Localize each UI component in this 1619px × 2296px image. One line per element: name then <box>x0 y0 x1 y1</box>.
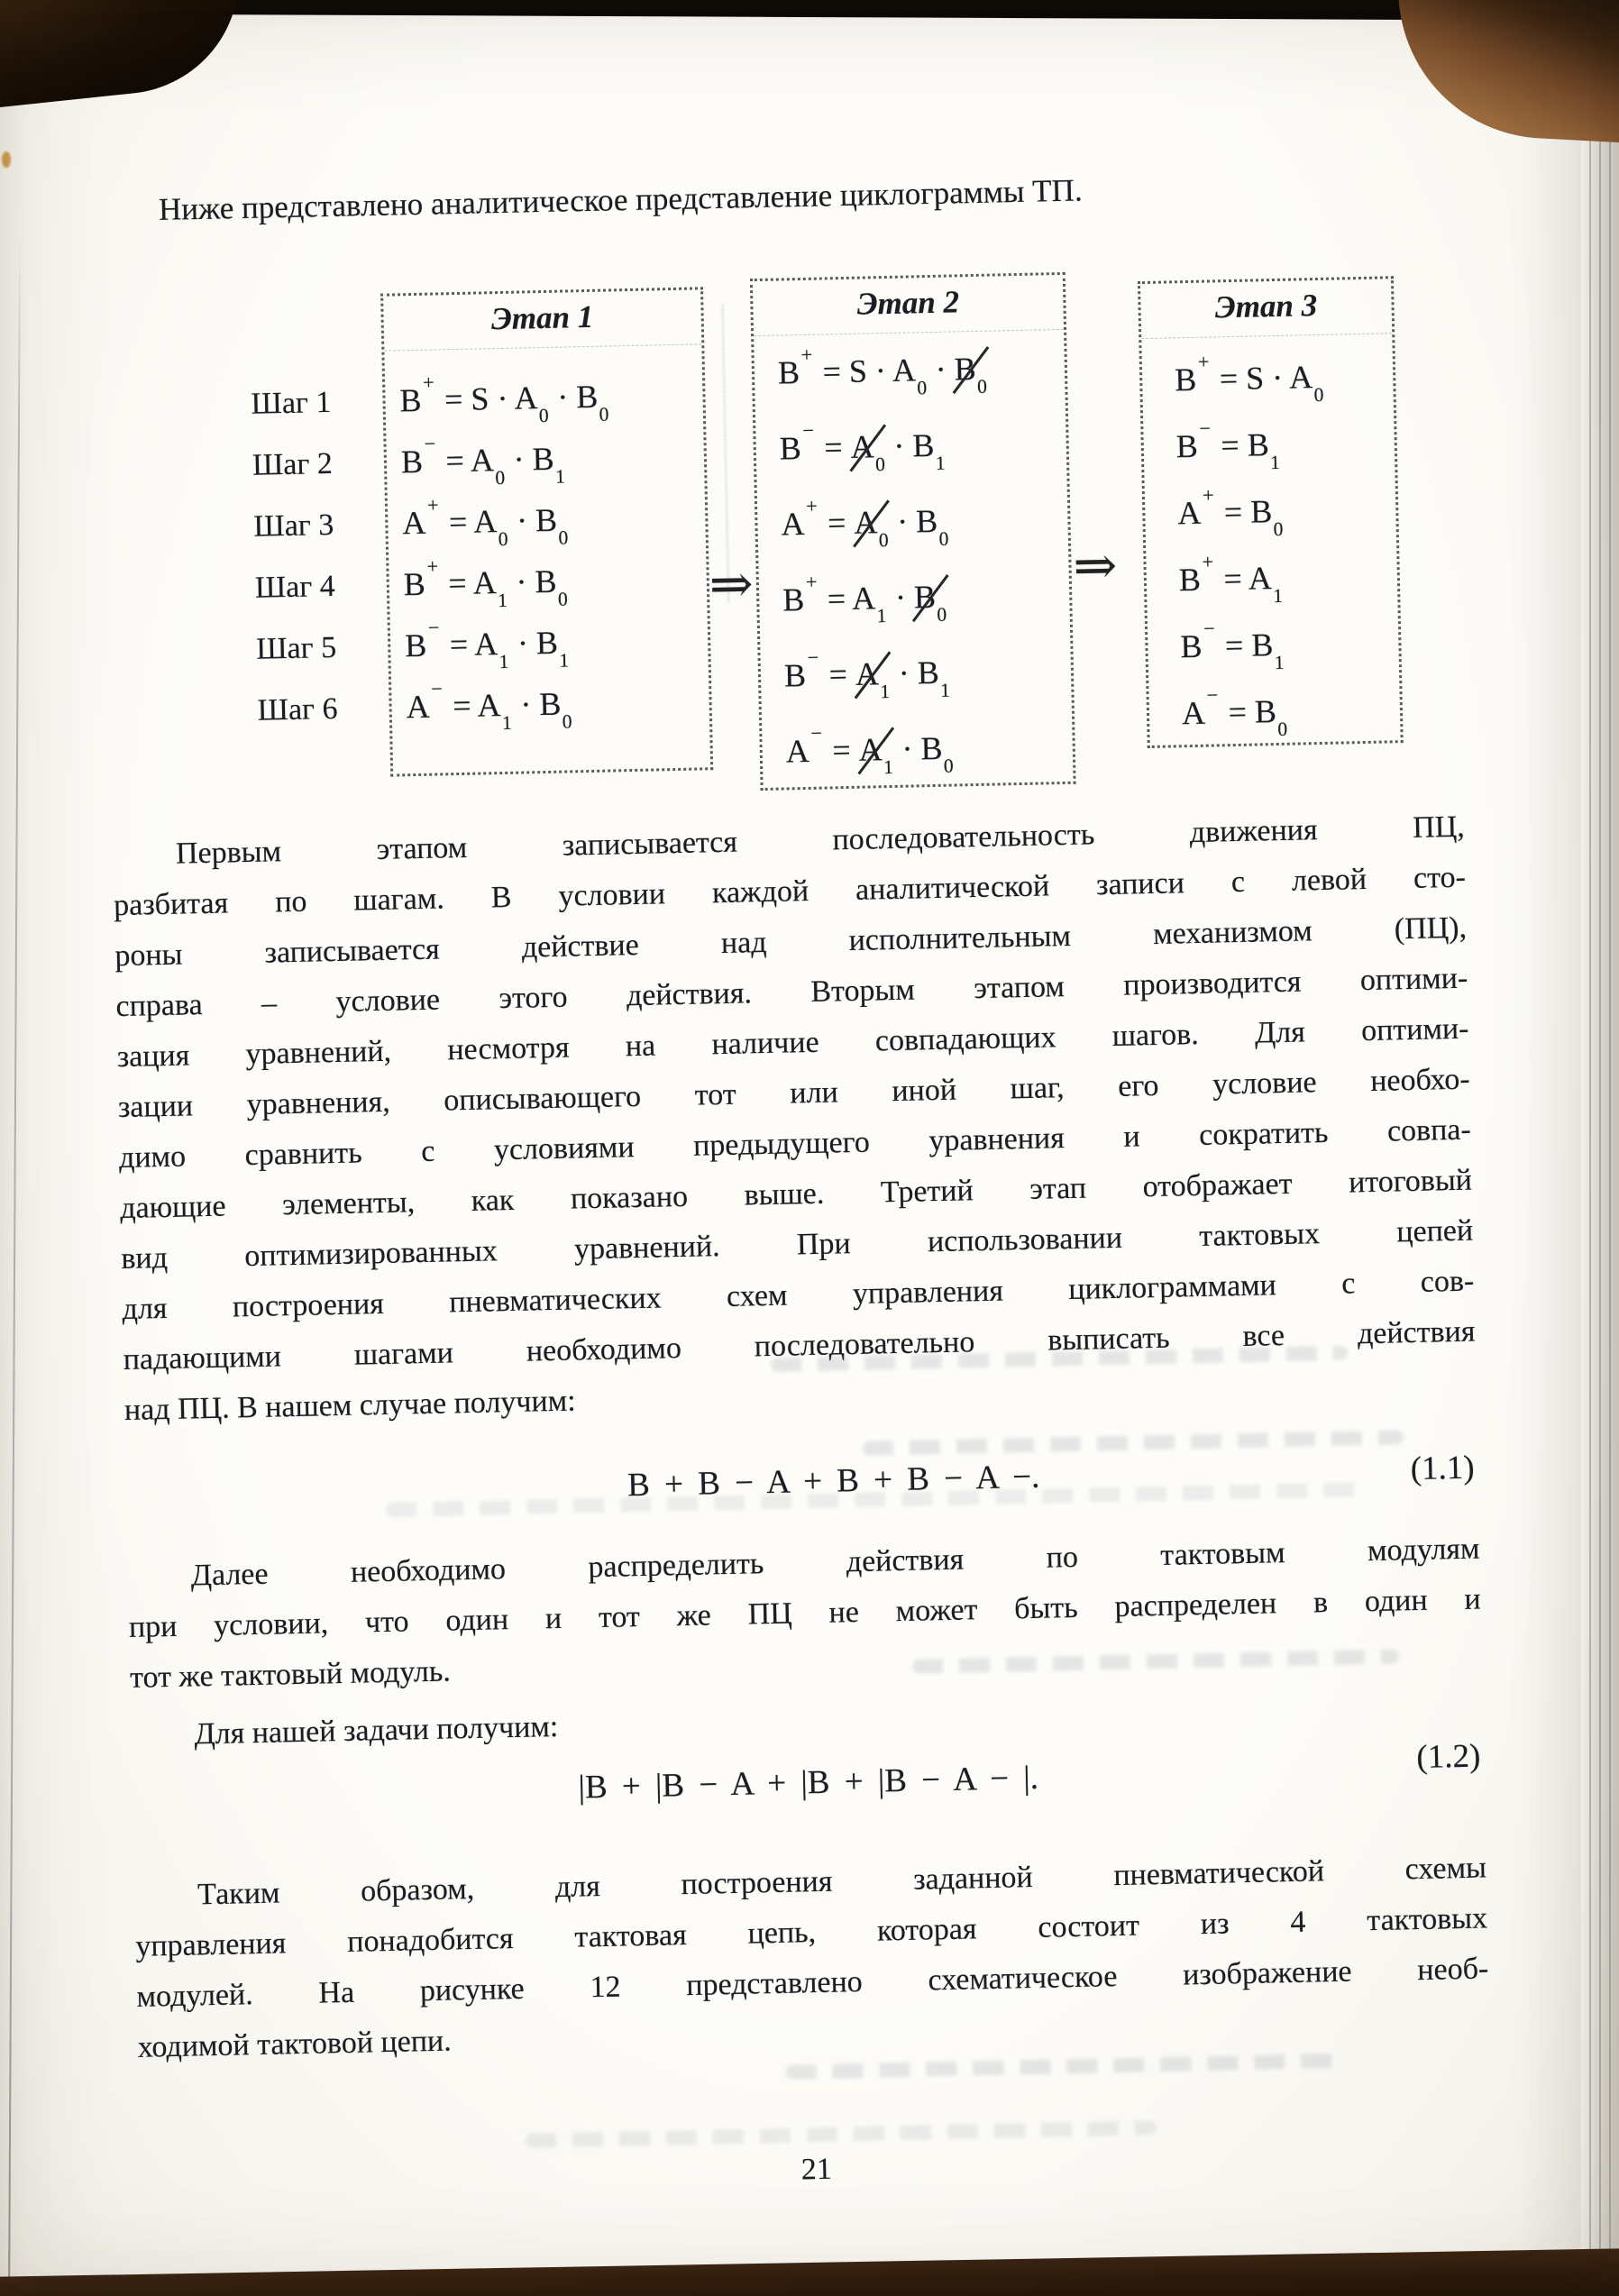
stage-1-equations <box>385 366 709 740</box>
text-line: падающими шагами необходимо последовательно выписать все действия <box>123 1314 1476 1377</box>
text-line: Таким образом, для построения заданной пневматической схемы <box>197 1851 1487 1912</box>
equation-row <box>785 710 1074 792</box>
stage-box-1 <box>380 287 713 776</box>
equation: $B^- = B_1$ <box>1175 416 1281 474</box>
text-line: справа – условие этого действия. Вторым этапом производится оптими- <box>115 961 1468 1024</box>
text-line: управления понадобится тактовая цепь, которая состоит из 4 тактовых <box>135 1901 1488 1963</box>
equation: $B^+ = S \cdot A_0$ <box>1174 350 1324 407</box>
equation: $B^+ = S \cdot A_0 \cdot B_0$ <box>777 343 988 399</box>
equation-row <box>400 427 704 495</box>
equation: $A^+ = A_0 \cdot B_0$ <box>781 494 949 552</box>
stage-3-equations <box>1142 344 1401 750</box>
equation-row <box>406 672 709 740</box>
text-line: Первым этапом записывается последовательность движения ПЦ, <box>175 810 1466 871</box>
equation: $B^- = A_1 \cdot B_1$ <box>404 616 570 673</box>
equation-row <box>782 559 1070 641</box>
page-curve-shadow <box>1518 54 1581 2260</box>
equation-row <box>783 635 1072 717</box>
text-line: вид оптимизированных уравнений. При использовании тактовых цепей <box>121 1213 1474 1276</box>
text-line: тот же тактовый модуль. <box>129 1654 452 1695</box>
formula-number: (1.1) <box>1410 1449 1476 1488</box>
equation: $A^- = B_0$ <box>1181 683 1288 741</box>
equation: $B^- = A_1 \cdot B_1$ <box>783 645 951 703</box>
page-number: 21 <box>800 2152 833 2187</box>
text-line: разбитая по шагам. В условии каждой аналитической записи с левой сто- <box>113 860 1467 923</box>
equation: $B^+ = S \cdot A_0 \cdot B_0$ <box>399 370 609 427</box>
equation: $B^+ = A_1 \cdot B_0$ <box>782 570 947 627</box>
equation-row <box>777 332 1066 414</box>
text-line: для построения пневматических схем управления циклограммами с сов- <box>122 1264 1475 1327</box>
stage-1-header: Этап 1 <box>383 289 701 351</box>
equation-row <box>405 611 709 679</box>
step-label: Шаг 2 <box>252 446 334 482</box>
equation-row <box>402 489 706 556</box>
equation: $B^- = A_0 \cdot B_1$ <box>779 418 946 476</box>
equation-row <box>781 483 1069 565</box>
step-label: Шаг 4 <box>254 569 336 605</box>
paragraph-1 <box>112 802 1477 1436</box>
equation: $A^- = A_1 \cdot B_0$ <box>406 677 572 735</box>
text-line: зация уравнений, несмотря на наличие совпадающих шагов. Для оптими- <box>116 1011 1469 1075</box>
equation-row <box>1175 411 1395 482</box>
text-line: зации уравнения, описывающего тот или иной шаг, его условие необхо- <box>117 1062 1470 1125</box>
text-line: над ПЦ. В нашем случае получим: <box>123 1384 576 1427</box>
formula-1-1 <box>125 1440 1478 1525</box>
equation-row <box>1177 478 1396 549</box>
formula-expression: B + B − A + B + B − A −. <box>627 1458 1040 1505</box>
step-label: Шаг 1 <box>251 385 332 421</box>
implies-arrow-icon: ⇒ <box>709 554 755 615</box>
equation-row <box>399 366 703 434</box>
paragraph-2 <box>127 1524 1482 1704</box>
equation: $A^+ = A_0 \cdot B_0$ <box>401 493 569 551</box>
stage-2-header: Этап 2 <box>753 275 1064 336</box>
text-line: роны записывается действие над исполнительным механизмом (ПЦ), <box>114 910 1468 974</box>
formula-number: (1.2) <box>1415 1737 1481 1777</box>
equation-row <box>403 550 707 617</box>
page-title: Ниже представлено аналитическое представление циклограммы ТП. <box>158 172 1084 227</box>
equation: $B^+ = A_1 \cdot B_0$ <box>403 554 568 612</box>
step-label: Шаг 5 <box>255 630 337 666</box>
equation: $B^- = A_0 \cdot B_1$ <box>400 432 566 489</box>
equation-row <box>1175 344 1394 416</box>
page-stack-right-edge <box>1581 77 1619 2255</box>
implies-arrow-icon: ⇒ <box>1072 535 1118 596</box>
text-line: при условии, что один и тот же ПЦ не может быть распределен в один и <box>128 1582 1482 1644</box>
stage-3-header: Этап 3 <box>1140 279 1392 339</box>
text-line: дающие элементы, как показано выше. Третий этап отображает итоговый <box>119 1163 1473 1226</box>
stage-box-2 <box>750 272 1076 791</box>
text-line: Далее необходимо распределить действия по тактовым модулям <box>190 1532 1480 1593</box>
equation-row <box>1178 544 1397 616</box>
text-line: ходимой тактовой цепи. <box>137 2024 453 2064</box>
step-label: Шаг 3 <box>253 508 334 544</box>
stage-box-3 <box>1138 276 1404 748</box>
equation-row <box>1181 678 1400 749</box>
equation-row <box>1180 611 1399 682</box>
cyclogram-table <box>249 263 1422 819</box>
equation: $A^- = A_1 \cdot B_0$ <box>785 721 954 779</box>
equation: $B^- = B_1$ <box>1180 617 1285 674</box>
step-label: Шаг 6 <box>257 691 338 727</box>
equation: $A^+ = B_0$ <box>1176 483 1284 541</box>
cover-speck <box>2 151 11 168</box>
text-line: димо сравнить с условиями предыдущего уравнения и сократить совпа- <box>118 1112 1472 1175</box>
step-labels <box>251 371 374 742</box>
bleed-through-ghost <box>526 2120 1157 2148</box>
formula-expression: |B + |B − A + |B + |B − A − |. <box>578 1759 1039 1807</box>
stage-2-equations <box>754 332 1073 792</box>
equation: $B^+ = A_1$ <box>1178 550 1284 608</box>
text-line: Для нашей задачи получим: <box>194 1709 559 1752</box>
text-line: модулей. На рисунке 12 представлено схематическое изображение необ- <box>136 1952 1489 2014</box>
equation-row <box>779 407 1067 489</box>
paragraph-4 <box>134 1843 1490 2072</box>
